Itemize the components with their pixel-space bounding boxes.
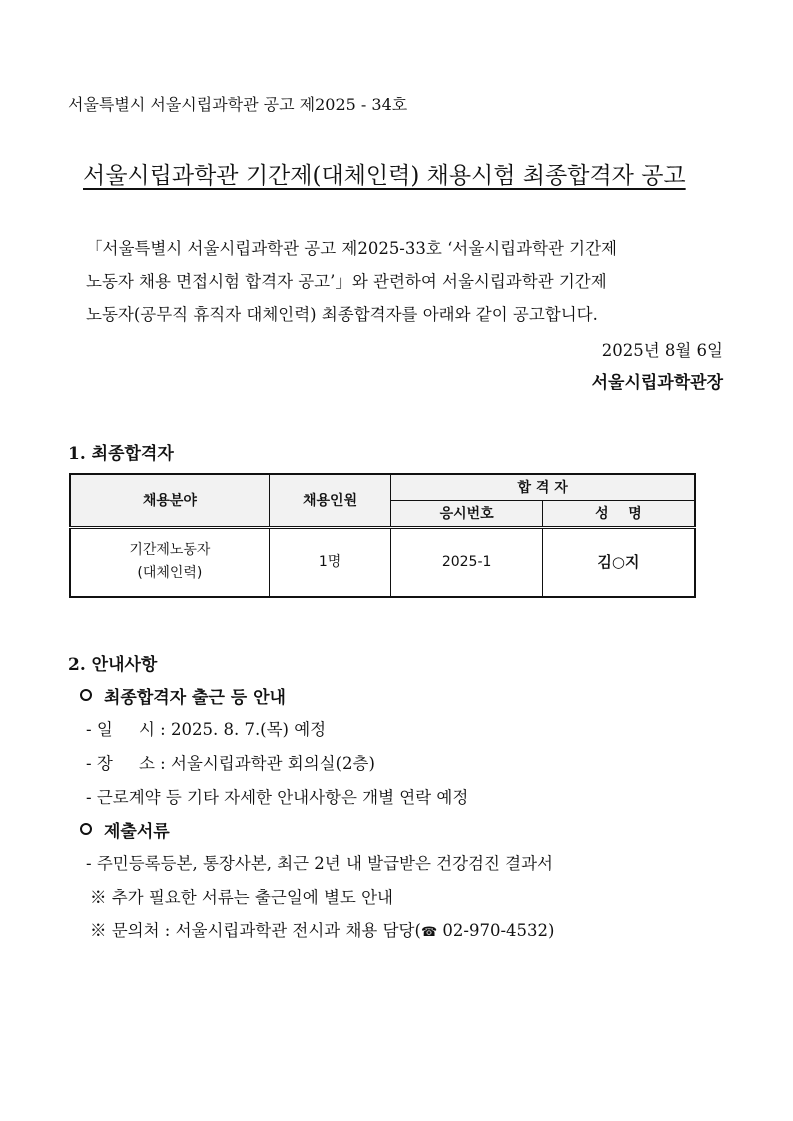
cell-name: 김○지 bbox=[542, 527, 695, 597]
reporting-heading-label: 최종합격자 출근 등 안내 bbox=[104, 688, 286, 708]
cell-count: 1명 bbox=[269, 527, 391, 597]
announcement-date: 2025년 8월 6일 bbox=[601, 341, 723, 360]
documents-heading-label: 제출서류 bbox=[104, 822, 170, 842]
documents-note: ※ 추가 필요한 서류는 출근일에 별도 안내 bbox=[90, 888, 393, 907]
header-exam-number: 응시번호 bbox=[391, 500, 543, 527]
reporting-heading bbox=[80, 683, 286, 708]
documents-item: - 주민등록등본, 통장사본, 최근 2년 내 발급받은 건강검진 결과서 bbox=[86, 854, 553, 873]
header-name: 성 명 bbox=[542, 500, 695, 527]
cell-field-line-2: (대체인력) bbox=[137, 565, 203, 581]
notice-number: 서울특별시 서울시립과학관 공고 제2025 - 34호 bbox=[68, 95, 408, 114]
cell-field-line-1: 기간제노동자 bbox=[129, 542, 211, 558]
cell-exam-number: 2025-1 bbox=[391, 527, 543, 597]
phone-icon: ☎ bbox=[420, 925, 438, 940]
table-row bbox=[70, 527, 695, 597]
intro-line-1: 「서울특별시 서울시립과학관 공고 제2025-33호 ‘서울시립과학관 기간제 bbox=[86, 239, 617, 258]
reporting-item-contract: - 근로계약 등 기타 자세한 안내사항은 개별 연락 예정 bbox=[86, 788, 469, 807]
intro-line-2: 노동자 채용 면접시험 합격자 공고’」와 관련하여 서울시립과학관 기간제 bbox=[86, 272, 607, 291]
page-title: 서울시립과학관 기간제(대체인력) 채용시험 최종합격자 공고 bbox=[83, 163, 686, 189]
documents-heading bbox=[80, 817, 170, 842]
reporting-item-date: - 일 시 : 2025. 8. 7.(목) 예정 bbox=[86, 720, 327, 739]
header-field: 채용분야 bbox=[70, 474, 269, 527]
reporting-item-place: - 장 소 : 서울시립과학관 회의실(2층) bbox=[86, 754, 375, 773]
circle-bullet-icon bbox=[80, 823, 92, 835]
contact-line bbox=[90, 917, 554, 941]
contact-prefix: ※ 문의처 : 서울시립과학관 전시과 채용 담당( bbox=[90, 921, 421, 940]
section-2-heading: 2. 안내사항 bbox=[68, 655, 158, 675]
contact-phone: 02-970-4532) bbox=[442, 921, 555, 940]
intro-line-3: 노동자(공무직 휴직자 대체인력) 최종합격자를 아래와 같이 공고합니다. bbox=[86, 305, 598, 324]
section-1-heading: 1. 최종합격자 bbox=[68, 444, 174, 464]
final-passers-table bbox=[69, 473, 696, 598]
circle-bullet-icon bbox=[80, 689, 92, 701]
cell-field bbox=[70, 527, 269, 597]
header-passers: 합 격 자 bbox=[391, 474, 695, 500]
header-count: 채용인원 bbox=[269, 474, 391, 527]
issuer: 서울시립과학관장 bbox=[591, 373, 723, 393]
